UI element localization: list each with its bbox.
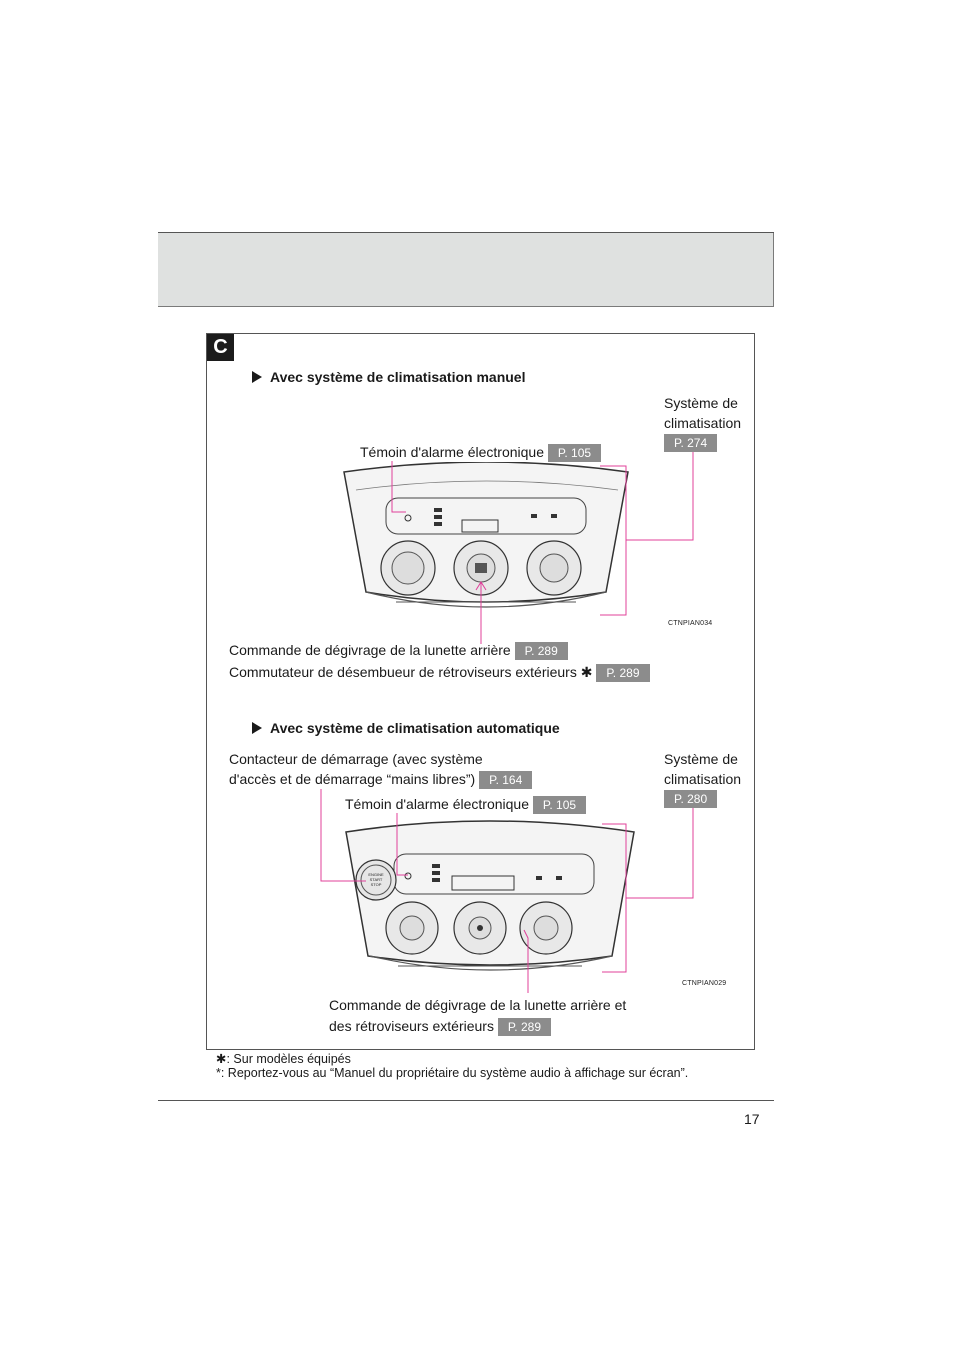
- auto-warning-leader: [397, 813, 408, 875]
- auto-start-text-2: d'accès et de démarrage “mains libres”): [229, 771, 476, 787]
- svg-text:STOP: STOP: [370, 882, 382, 887]
- footnote-audio-manual: *: Reportez-vous au “Manuel du propriétaire du système audio à affichage sur écran”.: [216, 1066, 689, 1080]
- manual-mirror-ref[interactable]: P. 289: [596, 664, 649, 682]
- manual-ac-label-1: Système de: [664, 395, 738, 411]
- manual-mirror-mark: ✱: [580, 664, 593, 680]
- auto-image-code: CTNPIAN029: [682, 980, 727, 987]
- auto-defog-leader: [524, 930, 528, 993]
- auto-ac-label-1: Système de: [664, 751, 738, 767]
- footnote-equipped: ✱: Sur modèles équipés: [216, 1052, 351, 1066]
- auto-warning-text: Témoin d'alarme électronique: [345, 796, 529, 812]
- auto-heading-text: Avec système de climatisation automatique: [270, 720, 560, 736]
- manual-mirror-text: Commutateur de désembueur de rétroviseurs extérieurs: [229, 664, 577, 680]
- auto-start-leader: [321, 789, 366, 881]
- section-badge: C: [207, 334, 234, 361]
- auto-defog-label-1: Commande de dégivrage de la lunette arrière et: [329, 997, 627, 1013]
- svg-text:ENGINE: ENGINE: [368, 872, 384, 877]
- manual-warning-ref[interactable]: P. 105: [548, 444, 601, 462]
- auto-defog-ref[interactable]: P. 289: [498, 1018, 551, 1036]
- auto-ac-leader: [626, 808, 693, 898]
- auto-defog-text-2: des rétroviseurs extérieurs: [329, 1018, 494, 1034]
- page-number: 17: [744, 1111, 760, 1127]
- manual-defog-ref[interactable]: P. 289: [515, 642, 568, 660]
- auto-start-ref[interactable]: P. 164: [479, 771, 532, 789]
- auto-ac-bracket: [602, 824, 626, 972]
- auto-warning-ref[interactable]: P. 105: [533, 796, 586, 814]
- auto-defog-label-2: [329, 1017, 551, 1036]
- manual-warning-text: Témoin d'alarme électronique: [360, 444, 544, 460]
- auto-ac-ref[interactable]: P. 280: [664, 790, 717, 808]
- auto-start-label-1: Contacteur de démarrage (avec système: [229, 751, 483, 767]
- manual-heading-text: Avec système de climatisation manuel: [270, 369, 526, 385]
- bottom-rule: [158, 1100, 774, 1101]
- manual-ac-ref[interactable]: P. 274: [664, 434, 717, 452]
- svg-text:START: START: [369, 877, 383, 882]
- manual-image-code: CTNPIAN034: [668, 620, 713, 627]
- manual-ac-label-2: climatisation: [664, 415, 742, 431]
- manual-defog-text: Commande de dégivrage de la lunette arrière: [229, 642, 511, 658]
- auto-ac-label-2: climatisation: [664, 771, 742, 787]
